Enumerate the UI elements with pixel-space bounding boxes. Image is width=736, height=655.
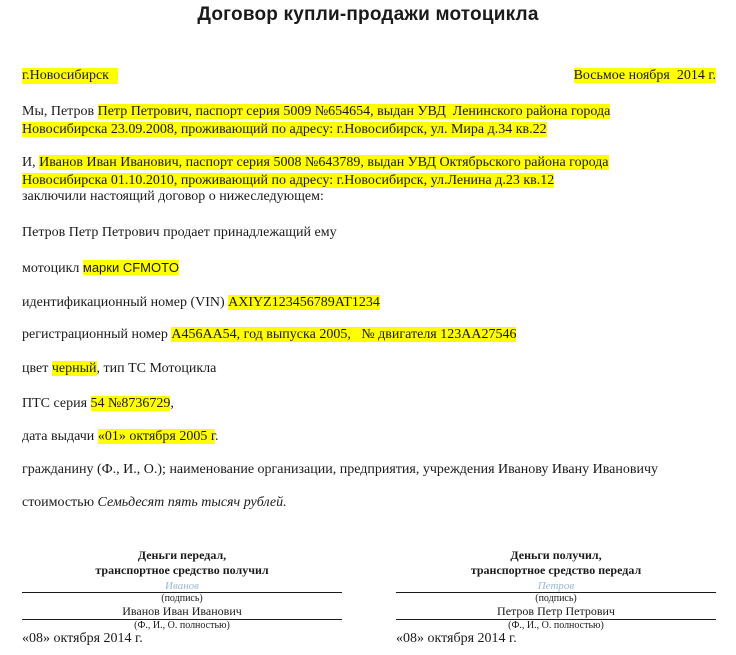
signature-block-seller	[396, 548, 716, 632]
date-line	[574, 68, 716, 84]
issue-line	[22, 429, 219, 445]
vehicle-type: , тип ТС Мотоцикла	[96, 361, 217, 376]
signature-block-buyer	[22, 548, 342, 632]
seller-name-line	[396, 605, 716, 620]
party2-line2	[22, 173, 554, 189]
buyer-name-line	[22, 605, 342, 620]
vin-value: AXIYZ123456789AT1234	[228, 295, 380, 310]
issue-value: «01» октября 2005 г	[97, 429, 216, 444]
document-title: Договор купли-продажи мотоцикла	[197, 4, 539, 25]
party2-details-1: Иванов Иван Иванович, паспорт серия 5008 №643789, выдан УВД Октябрьского района города	[39, 155, 609, 170]
buyer-name: Иванов Иван Иванович	[122, 604, 242, 618]
party1-line1	[22, 104, 610, 120]
party1-details-1: Петр Петрович, паспорт серия 5009 №654654, выдан УВД Ленинского района города	[97, 104, 611, 119]
party2-line1	[22, 155, 609, 171]
seller-date: «08» октября 2014 г.	[396, 631, 517, 646]
party2-details-2: Новосибирска 01.10.2010, проживающий по адресу: г.Новосибирск, ул.Ленина д.23 кв.12	[22, 173, 555, 188]
party1-details-2: Новосибирска 23.09.2008, проживающий по адресу: г.Новосибирск, ул. Мира д.34 кв.22	[22, 122, 547, 137]
agreement-intro: заключили настоящий договор о нижеследующем:	[22, 189, 324, 204]
color-label: цвет	[22, 361, 52, 376]
reg-value: А456АА54, год выпуска 2005, № двигателя 123АА27546	[171, 327, 517, 342]
issue-label: дата выдачи	[22, 429, 98, 444]
city: г.Новосибирск	[22, 68, 118, 84]
pts-line	[22, 396, 174, 412]
buyer-head-1: Деньги передал,	[137, 548, 227, 562]
buyer-signature: Иванов	[165, 580, 199, 592]
reg-label: регистрационный номер	[22, 327, 172, 342]
color-line	[22, 361, 216, 377]
sale-intro: Петров Петр Петрович продает принадлежащий ему	[22, 225, 337, 240]
seller-name: Петров Петр Петрович	[497, 604, 615, 618]
issue-period: .	[215, 429, 219, 444]
pts-value: 54 №8736729	[90, 396, 171, 411]
buyer-signature-line	[22, 578, 342, 593]
contract-date: Восьмое ноября 2014 г.	[573, 68, 716, 83]
seller-signature: Петров	[537, 580, 575, 592]
party1-prefix: Мы, Петров	[22, 104, 98, 119]
seller-name-label: (Ф., И., О. полностью)	[508, 620, 604, 631]
cost-line	[22, 495, 287, 511]
vin-line	[22, 295, 380, 311]
pts-comma: ,	[170, 396, 174, 411]
seller-head-2: транспортное средство передал	[470, 563, 642, 577]
reg-line	[22, 327, 516, 343]
buyer-name-label: (Ф., И., О. полностью)	[134, 620, 230, 631]
city-line	[22, 68, 118, 84]
buyer-sign-label: (подпись)	[161, 593, 203, 604]
color-value: черный	[51, 361, 97, 376]
party2-prefix: И,	[22, 155, 40, 170]
buyer-date: «08» октября 2014 г.	[22, 631, 143, 646]
pts-label: ПТС серия	[22, 396, 91, 411]
buyer-head-2: транспортное средство получил	[95, 563, 269, 577]
cost-label: стоимостью	[22, 495, 98, 510]
vin-label: идентификационный номер (VIN)	[22, 295, 229, 310]
moto-label: мотоцикл	[22, 261, 83, 276]
moto-line	[22, 260, 179, 277]
moto-brand: марки CFMOTO	[82, 260, 179, 275]
seller-head-1: Деньги получил,	[510, 548, 602, 562]
buyer-line: гражданину (Ф., И., О.); наименование организации, предприятия, учреждения Иванову Ивану Ивановичу	[22, 462, 659, 477]
seller-sign-label: (подпись)	[535, 593, 577, 604]
seller-signature-line	[396, 578, 716, 593]
cost-value: Семьдесят пять тысяч рублей.	[97, 495, 287, 510]
party1-line2	[22, 122, 547, 138]
